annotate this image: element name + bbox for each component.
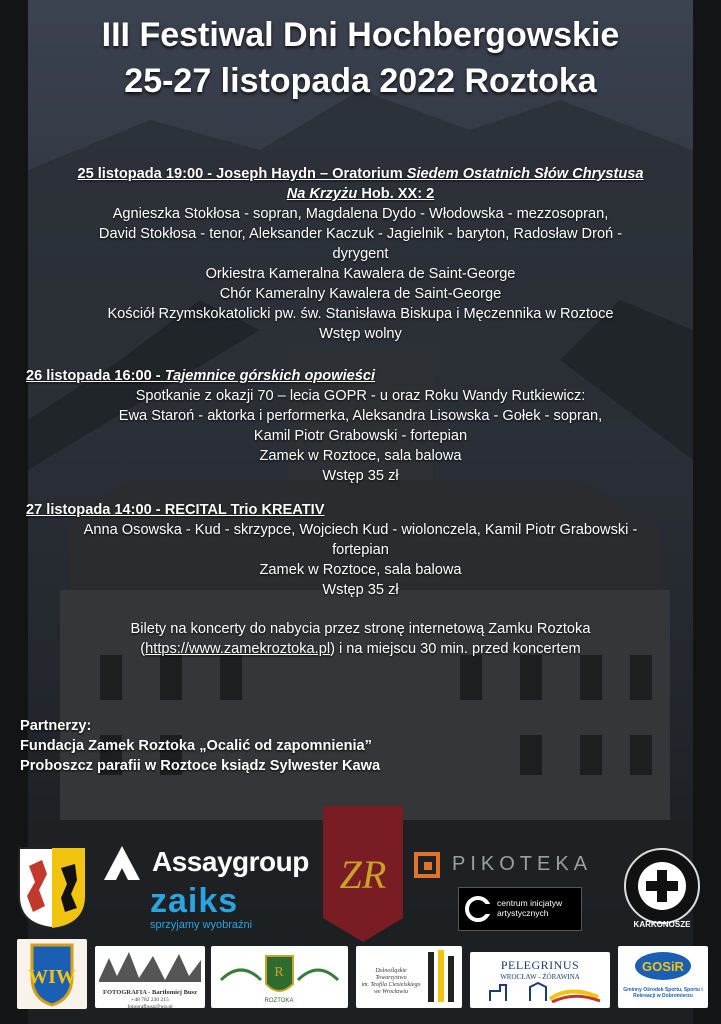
gosir-subtext: Gminny Ośrodek Sportu, Sportu i Rekreacji w Dobromierzu <box>623 987 703 999</box>
event-1-line: Wstęp wolny <box>319 326 402 342</box>
event-3-line: Anna Osowska - Kud - skrzypce, Wojciech Kud - wiolonczela, Kamil Piotr Grabowski - <box>83 522 638 538</box>
roztoka-ornament-logo <box>211 946 348 1008</box>
centrum-inicjatyw-logo <box>458 887 582 931</box>
gosir-wordmark: GOSiR <box>642 959 684 974</box>
event-2-line: Zamek w Roztoce, sala balowa <box>259 448 462 464</box>
centrum-inicjatyw-text <box>497 898 562 918</box>
event-1-line: Orkiestra Kameralna Kawalera de Saint-George <box>205 266 516 282</box>
gosir-logo <box>618 946 708 1008</box>
centrum-inicjatyw-line-2: artystycznych <box>497 908 549 918</box>
event-2-heading-prefix: 26 listopada 16:00 - <box>26 368 165 384</box>
event-3 <box>14 500 707 600</box>
pikoteka-logo <box>414 850 614 882</box>
banner-monogram: ZR <box>339 852 387 897</box>
event-1-heading <box>14 164 707 184</box>
dolnoslaskie-towarzystwo-logo <box>356 946 462 1008</box>
partners-section <box>20 716 380 776</box>
event-2-heading-title: Tajemnice górskich opowieści <box>164 368 376 384</box>
title-line-2: 25-27 listopada 2022 Roztoka <box>124 62 597 100</box>
gopr-karkonosze-logo <box>620 846 704 932</box>
event-2-line: Spotkanie z okazji 70 – lecia GOPR - u oraz Roku Wandy Rutkiewicz: <box>135 388 586 404</box>
pelegrinus-name: PELEGRINUS <box>500 958 580 972</box>
fotografia-line-1: FOTOGRAFIA - Bartłomiej Busz <box>103 989 197 996</box>
zaiks-wordmark: zaiks <box>150 882 239 920</box>
event-2-line: Wstęp 35 zł <box>322 468 399 484</box>
dtm-tubes-icon <box>422 946 462 1008</box>
assaygroup-icon <box>102 844 142 884</box>
event-1-heading-title: Siedem Ostatnich Słów Chrystusa <box>406 166 644 182</box>
event-1-line: David Stokłosa - tenor, Aleksander Kaczuk - Jagielnik - baryton, Radosław Droń - <box>98 226 623 242</box>
dtm-text <box>360 968 422 996</box>
dtm-line-2: im. Teofila Ciesielskiego <box>361 982 421 988</box>
event-1-line: Agnieszka Stokłosa - sopran, Magdalena Dydo - Włodowska - mezzosopran, <box>112 206 609 222</box>
fotografia-line-2: +48 782 230 215 <box>131 997 169 1003</box>
pelegrinus-logo <box>470 952 610 1008</box>
fotografia-figures-icon <box>95 946 205 984</box>
event-3-heading: 27 listopada 14:00 - RECITAL Trio KREATIV <box>26 502 325 518</box>
event-2 <box>14 366 707 486</box>
gopr-text: KARKONOSZE <box>633 920 691 929</box>
dtm-line-1: Dolnośląskie Towarzystwo <box>375 968 407 981</box>
partners-label: Partnerzy: <box>20 718 92 734</box>
assaygroup-text: Assaygroup <box>152 846 309 877</box>
tickets-info <box>14 619 707 659</box>
event-1-line: Kościół Rzymskokatolicki pw. św. Stanisława Biskupa i Męczennika w Roztoce <box>107 306 614 322</box>
zaiks-logo <box>150 882 290 938</box>
event-1-heading-title-end: Na Krzyżu <box>286 186 358 202</box>
zaiks-tagline: sprzyjamy wyobraźni <box>150 919 253 931</box>
event-2-line: Kamil Piotr Grabowski - fortepian <box>253 428 468 444</box>
title-line-1: III Festiwal Dni Hochbergowskie <box>101 16 620 54</box>
tickets-paren: ( <box>140 641 146 657</box>
pikoteka-text: PIKOTEKA <box>452 853 593 875</box>
dtm-line-3: we Wrocławiu <box>374 989 408 995</box>
wiw-crest-logo <box>17 939 87 1009</box>
partner-item: Proboszcz parafii w Roztoce ksiądz Sylwester Kawa <box>20 758 381 774</box>
centrum-inicjatyw-icon <box>465 896 491 922</box>
event-1-heading-line-2 <box>14 184 707 204</box>
event-3-line: Wstęp 35 zł <box>322 582 399 598</box>
roztoka-monogram: R <box>274 965 284 980</box>
tickets-line-2-rest: ) i na miejscu 30 min. przed koncertem <box>330 641 581 657</box>
event-1-line: Chór Kameralny Kawalera de Saint-George <box>219 286 502 302</box>
event-3-line: fortepian <box>332 542 389 558</box>
event-3-line: Zamek w Roztoce, sala balowa <box>259 562 462 578</box>
website-link[interactable]: https://www.zamekroztoka.pl <box>145 641 331 657</box>
pelegrinus-city: WROCŁAW - ŻÓRAWINA <box>500 973 580 981</box>
event-1 <box>14 164 707 344</box>
fotografia-line-3: fotografbusz@wp.pl <box>127 1004 173 1008</box>
event-1-line: dyrygent <box>332 246 389 262</box>
event-1-heading-suffix: Hob. XX: 2 <box>357 186 435 202</box>
event-1-heading-prefix: 25 listopada 19:00 - Joseph Haydn – Oratorium <box>77 166 407 182</box>
coat-of-arms-logo <box>17 846 87 930</box>
zamek-roztoka-banner-logo <box>323 806 403 944</box>
tickets-line-2 <box>14 639 707 659</box>
partner-item: Fundacja Zamek Roztoka „Ocalić od zapomnienia” <box>20 738 372 754</box>
wiw-text: WIW <box>28 966 76 988</box>
roztoka-small-text: ROZTOKA <box>264 998 294 1004</box>
pikoteka-icon <box>414 852 440 878</box>
fotografia-busz-logo <box>95 946 205 1008</box>
centrum-inicjatyw-line-1: centrum inicjatyw <box>497 898 563 908</box>
event-2-line: Ewa Staroń - aktorka i performerka, Aleksandra Lisowska - Gołek - sopran, <box>118 408 603 424</box>
tickets-line-1: Bilety na koncerty do nabycia przez stronę internetową Zamku Roztoka <box>130 621 591 637</box>
poster-title <box>0 12 721 104</box>
event-2-heading <box>14 366 707 386</box>
pelegrinus-skyline-icon <box>470 981 610 1003</box>
